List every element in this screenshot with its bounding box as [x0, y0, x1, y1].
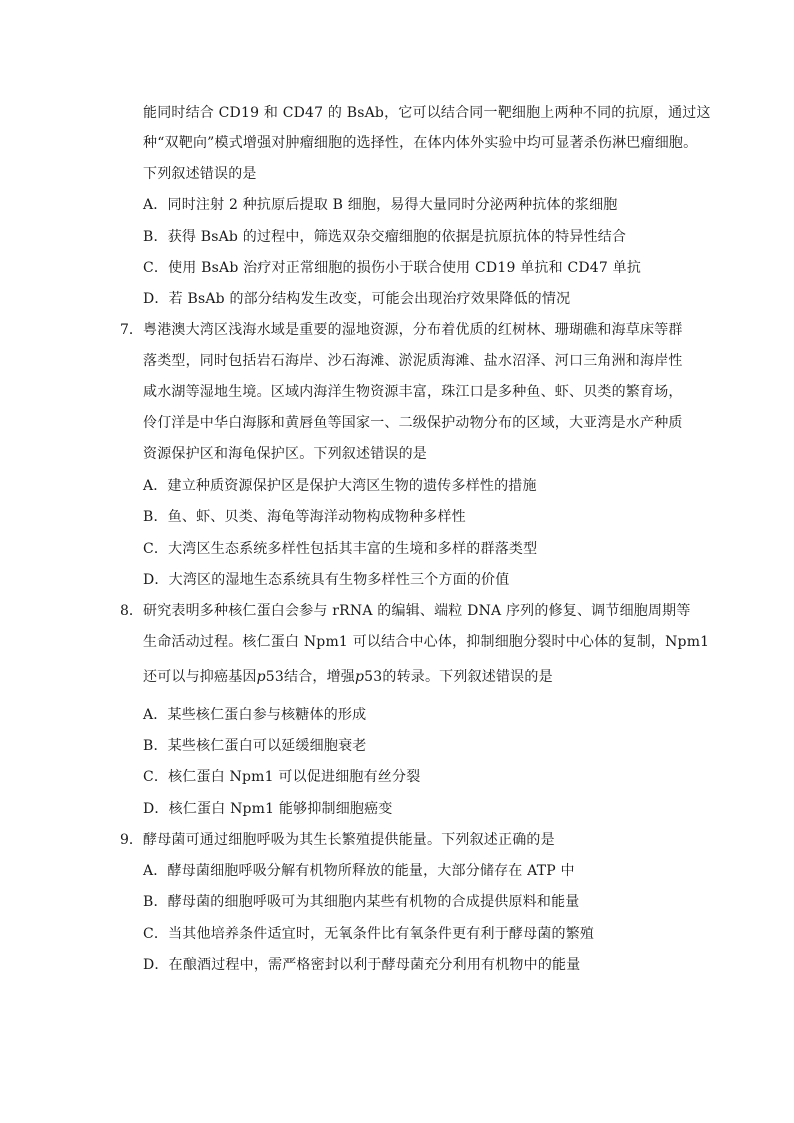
q7-option-b: B．鱼、虾、贝类、海龟等海洋动物构成物种多样性 — [143, 509, 466, 525]
q9-option-a: A．酵母菌细胞呼吸分解有机物所释放的能量，大部分储存在 ATP 中 — [143, 863, 575, 879]
q7-option-d: D．大湾区的湿地生态系统具有生物多样性三个方面的价值 — [143, 572, 510, 588]
q8-option-d: D．核仁蛋白 Npm1 能够抑制细胞癌变 — [143, 801, 393, 817]
q8-text-line-3 — [143, 667, 553, 687]
q9-number: 9． — [120, 832, 143, 848]
q8-line3-part-b: 53结合，增强 — [265, 669, 355, 685]
q8-line3-part-c: 53的转录。下列叙述错误的是 — [364, 669, 553, 685]
q8-text-line-1: 研究表明多种核仁蛋白会参与 rRNA 的编辑、端粒 DNA 序列的修复、调节细胞周期等 — [143, 603, 691, 619]
q8-option-c: C．核仁蛋白 Npm1 可以促进细胞有丝分裂 — [143, 769, 421, 785]
q6-text-line-2: 种“双靶向”模式增强对肿瘤细胞的选择性，在体内体外实验中均可显著杀伤淋巴瘤细胞。 — [143, 135, 698, 151]
q9-text-line-1: 酵母菌可通过细胞呼吸为其生长繁殖提供能量。下列叙述正确的是 — [143, 832, 555, 848]
q7-number: 7． — [120, 322, 143, 338]
q8-option-a: A．某些核仁蛋白参与核糖体的形成 — [143, 707, 367, 723]
q7-text-line-3: 咸水湖等湿地生境。区域内海洋生物资源丰富，珠江口是多种鱼、虾、贝类的繁育场， — [143, 384, 683, 400]
q7-text-line-5: 资源保护区和海龟保护区。下列叙述错误的是 — [143, 446, 427, 462]
q6-text-line-1: 能同时结合 CD19 和 CD47 的 BsAb，它可以结合同一靶细胞上两种不同的抗原，通过这 — [143, 105, 711, 121]
q9-option-d: D．在酿酒过程中，需严格密封以利于酵母菌充分利用有机物中的能量 — [143, 957, 581, 973]
q6-option-d: D．若 BsAb 的部分结构发生改变，可能会出现治疗效果降低的情况 — [143, 291, 571, 307]
q9-option-c: C．当其他培养条件适宜时，无氧条件比有氧条件更有利于酵母菌的繁殖 — [143, 926, 595, 942]
q6-option-c: C．使用 BsAb 治疗对正常细胞的损伤小于联合使用 CD19 单抗和 CD47 单抗 — [143, 260, 642, 276]
gene-p53-italic-p-2: p — [355, 669, 365, 685]
q7-text-line-1: 粤港澳大湾区浅海水域是重要的湿地资源，分布着优质的红树林、珊瑚礁和海草床等群 — [143, 322, 683, 338]
q8-option-b: B．某些核仁蛋白可以延缓细胞衰老 — [143, 738, 367, 754]
q8-number: 8． — [120, 603, 143, 619]
q7-option-a: A．建立种质资源保护区是保护大湾区生物的遗传多样性的措施 — [143, 478, 537, 494]
q8-text-line-2: 生命活动过程。核仁蛋白 Npm1 可以结合中心体，抑制细胞分裂时中心体的复制，Npm1 — [143, 634, 710, 650]
gene-p53-italic-p: p — [256, 669, 266, 685]
q8-line3-part-a: 还可以与抑癌基因 — [143, 669, 257, 685]
q9-option-b: B．酵母菌的细胞呼吸可为其细胞内某些有机物的合成提供原料和能量 — [143, 894, 580, 910]
q6-option-b: B．获得 BsAb 的过程中，筛选双杂交瘤细胞的依据是抗原抗体的特异性结合 — [143, 229, 627, 245]
q6-text-line-3: 下列叙述错误的是 — [143, 166, 257, 182]
q7-text-line-2: 落类型，同时包括岩石海岸、沙石海滩、淤泥质海滩、盐水沼泽、河口三角洲和海岸性 — [143, 353, 683, 369]
q7-option-c: C．大湾区生态系统多样性包括其丰富的生境和多样的群落类型 — [143, 541, 538, 557]
q6-option-a: A．同时注射 2 种抗原后提取 B 细胞，易得大量同时分泌两种抗体的浆细胞 — [143, 197, 618, 213]
q7-text-line-4: 伶仃洋是中华白海豚和黄唇鱼等国家一、二级保护动物分布的区域，大亚湾是水产种质 — [143, 415, 683, 431]
